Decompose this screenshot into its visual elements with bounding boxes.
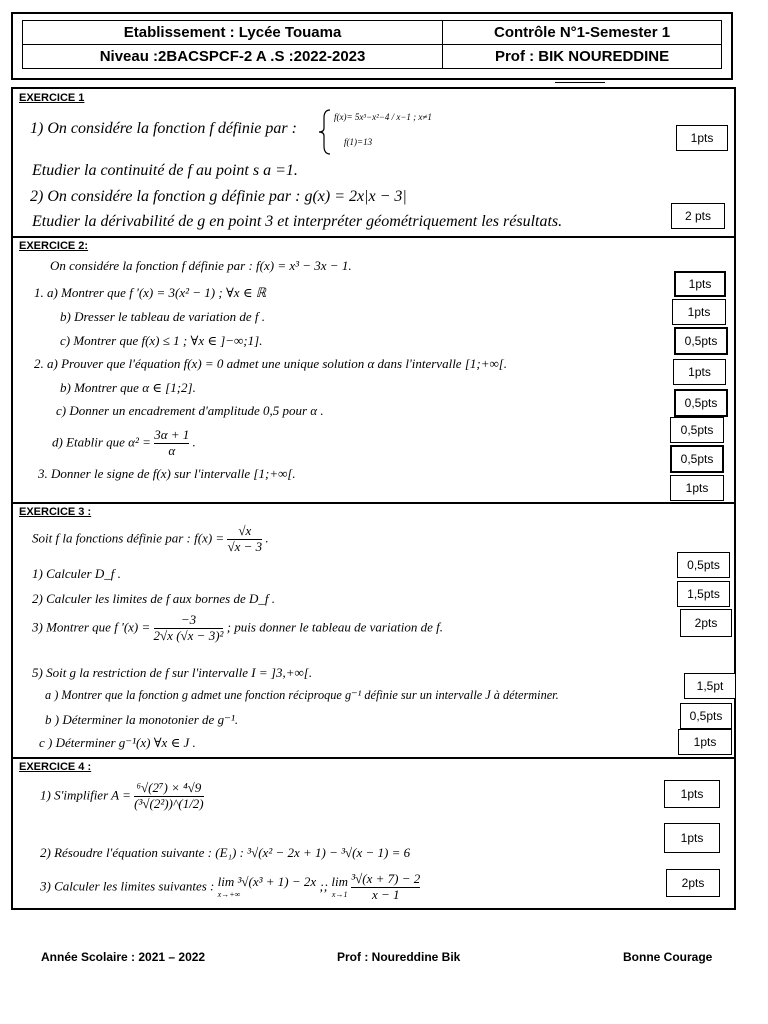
header-table	[22, 20, 722, 69]
ex2-q1a: 1. a) Montrer que f '(x) = 3(x² − 1) ; ∀x ∈ ℝ	[34, 285, 267, 300]
points-box: 1,5pts	[677, 581, 730, 607]
exercise-4-title: EXERCICE 4 :	[19, 761, 92, 773]
exercise-separator	[11, 757, 736, 759]
ex1-def-line-1: f(x)= 5x³−x²−4 / x−1 ; x≠1	[334, 112, 432, 122]
exercise-separator	[11, 236, 736, 238]
ex4-q3-prefix: 3) Calculer les limites suivantes :	[40, 878, 215, 894]
fraction-denominator: α	[154, 443, 189, 459]
ex1-question-1: 1) On considére la fonction f définie par :	[30, 120, 297, 137]
points-box: 0,5pts	[670, 417, 724, 443]
ex2-q2a: 2. a) Prouver que l'équation f(x) = 0 admet une unique solution α dans l'intervalle [1;+∞[.	[34, 356, 508, 371]
ex4-q1-prefix: 1) S'implifier A =	[40, 787, 131, 803]
ex2-q1c: c) Montrer que f(x) ≤ 1 ; ∀x ∈ ]−∞;1].	[60, 333, 263, 348]
fraction-numerator: −3	[180, 612, 197, 627]
limit-subscript: x→1	[331, 890, 348, 900]
points-box: 2 pts	[671, 203, 725, 229]
prof-cell: Prof : BIK NOUREDDINE	[443, 45, 722, 69]
ex4-q3-lim2-fraction	[351, 872, 420, 903]
exercise-3-title: EXERCICE 3 :	[19, 506, 92, 518]
footer-prof: Prof : Noureddine Bik	[337, 950, 461, 964]
points-box: 1pts	[674, 271, 726, 297]
ex1-def-line-2: f(1)=13	[344, 137, 373, 147]
points-box: 1pts	[676, 125, 728, 151]
points-box: 0,5pts	[670, 445, 724, 473]
niveau-cell: Niveau :2BACSPCF-2 A .S :2022-2023	[23, 45, 443, 69]
points-box: 2pts	[680, 609, 732, 637]
fraction-numerator: √x	[238, 523, 252, 538]
ex3-intro-prefix: Soit f la fonctions définie par : f(x) =	[32, 530, 225, 546]
ex3-q5c: c ) Déterminer g⁻¹(x) ∀x ∈ J .	[39, 735, 196, 750]
ex2-q2c: c) Donner un encadrement d'amplitude 0,5 pour α .	[56, 403, 324, 418]
ex2-q2d-prefix: d) Etablir que α² =	[52, 434, 151, 450]
etablissement-cell: Etablissement : Lycée Touama	[23, 21, 443, 45]
fraction-numerator: ⁶√(2⁷) × ⁴√9	[136, 780, 202, 795]
controle-cell: Contrôle N°1-Semester 1	[443, 21, 722, 45]
points-box: 0,5pts	[674, 327, 728, 355]
ex3-q5b: b ) Déterminer la monotonier de g⁻¹.	[45, 712, 239, 727]
fraction-denominator: 2√x (√x − 3)²	[153, 627, 224, 643]
points-box: 0,5pts	[680, 703, 732, 729]
ex2-intro: On considére la fonction f définie par : f(x) = x³ − 3x − 1.	[50, 258, 352, 273]
ex2-q2d: d) Etablir que α² = $\frac{3\alpha + 1}{\alpha}$ .	[52, 427, 196, 458]
fraction-numerator: ³√(x + 7) − 2	[351, 871, 421, 886]
ex3-q5a: a ) Montrer que la fonction g admet une fonction réciproque g⁻¹ définie sur un intervalle J à déterminer.	[45, 688, 559, 702]
ex4-q3-lim1	[218, 875, 317, 899]
ex3-intro-fraction	[227, 524, 262, 555]
ex2-q1b: b) Dresser le tableau de variation de f .	[60, 309, 265, 324]
points-box: 1pts	[664, 823, 720, 853]
ex3-q3-fraction	[154, 613, 224, 644]
ex3-q5: 5) Soit g la restriction de f sur l'intervalle I = ]3,+∞[.	[32, 665, 313, 680]
points-box: 1pts	[664, 780, 720, 808]
points-box: 1pts	[673, 359, 726, 385]
limit-expression: lim ³√(x³ + 1) − 2x	[217, 874, 317, 890]
fraction-numerator: 3α + 1	[154, 427, 190, 442]
ex2-q2b: b) Montrer que α ∈ [1;2].	[60, 380, 196, 395]
points-box: 1,5pt	[684, 673, 736, 699]
ex2-q3: 3. Donner le signe de f(x) sur l'intervalle [1;+∞[.	[38, 466, 296, 481]
points-box: 1pts	[672, 299, 726, 325]
fraction-denominator: (³√(2²))^(1/2)	[134, 795, 204, 811]
ex3-q2: 2) Calculer les limites de f aux bornes de D_f .	[32, 591, 275, 606]
fraction-denominator: √x − 3	[227, 538, 263, 554]
ex4-q3-separator: ;;	[319, 878, 329, 894]
ex3-q3-suffix: ; puis donner le tableau de variation de f.	[226, 619, 443, 635]
decorative-line	[555, 82, 605, 83]
ex2-q2d-fraction	[154, 428, 189, 459]
ex3-q3-prefix: 3) Montrer que f '(x) =	[32, 619, 151, 635]
left-brace-icon	[316, 108, 336, 156]
ex4-q3	[40, 872, 420, 903]
limit-operator: lim	[331, 874, 348, 890]
points-box: 0,5pts	[674, 389, 728, 417]
ex4-q1	[40, 781, 204, 812]
ex3-q3	[32, 613, 443, 644]
footer-bonne-courage: Bonne Courage	[623, 950, 713, 964]
points-box: 0,5pts	[677, 552, 730, 578]
ex4-q3-lim2-op	[331, 875, 348, 899]
ex1-question-2: 2) On considére la fonction g définie par : g(x) = 2x|x − 3|	[30, 188, 407, 205]
ex1-study-1: Etudier la continuité de f au point s a =1.	[32, 162, 298, 179]
exercise-1-title: EXERCICE 1	[19, 92, 85, 104]
ex3-q1: 1) Calculer D_f .	[32, 566, 121, 581]
ex3-intro: Soit f la fonctions définie par : f(x) = $\frac{√x}{√x - 3}$ .	[32, 523, 269, 554]
limit-subscript: x→+∞	[217, 890, 241, 900]
exercise-separator	[11, 502, 736, 504]
ex1-study-2: Etudier la dérivabilité de g en point 3 et interpréter géométriquement les résultats.	[32, 213, 563, 230]
ex4-q2: 2) Résoudre l'équation suivante : (E₁) : ³√(x² − 2x + 1) − ³√(x − 1) = 6	[40, 845, 411, 860]
points-box: 1pts	[678, 729, 732, 755]
footer-school-year: Année Scolaire : 2021 – 2022	[41, 950, 206, 964]
fraction-denominator: x − 1	[351, 887, 420, 903]
points-box: 2pts	[666, 869, 720, 897]
exercise-2-title: EXERCICE 2:	[19, 240, 89, 252]
ex4-q1-fraction	[134, 781, 204, 812]
points-box: 1pts	[670, 475, 724, 501]
